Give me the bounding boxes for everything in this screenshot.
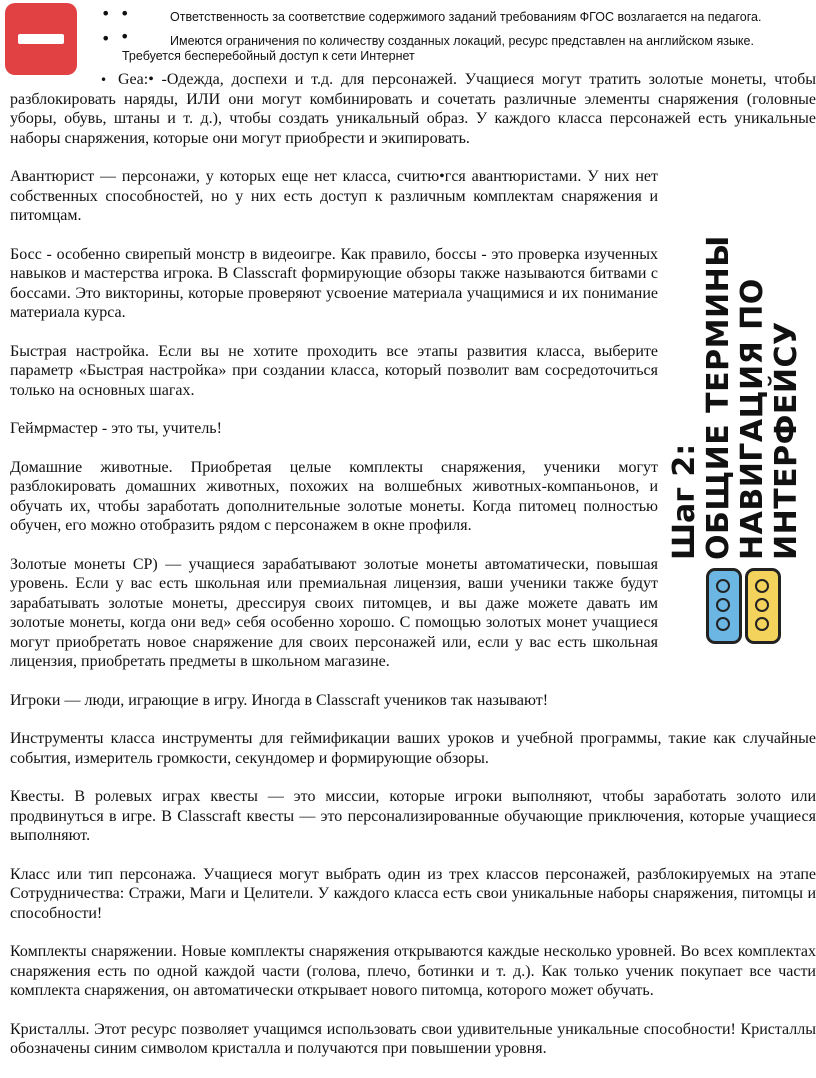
term-classes: Класс или тип персонажа. Учащиеся могут выбрать один из трех классов персонажей, разблокируемых на этапе Сотрудничества: Стражи, Маги и Целители. У каждого класса есть свои уникальные наборы снаряжения, питомцы и способности!	[10, 865, 816, 922]
term-adventurer: Авантюрист — персонажи, у которых еще нет класса, считю•гся авантюристами. У них нет собственных способностей, но у них есть доступ к различным комплектам снаряжения и питомцам.	[10, 168, 658, 224]
bullet-icon: •	[101, 29, 111, 48]
bullet-icon: •	[100, 73, 108, 87]
stop-minus-icon	[5, 3, 77, 75]
term-crystals: Кристаллы. Этот ресурс позволяет учащимся использовать свои удивительные уникальные способности! Кристаллы обозначены синим символом кристалла и получаются при повышении уровня.	[10, 1020, 816, 1057]
step-heading	[667, 120, 804, 560]
chat-bubble-blue-icon	[706, 568, 742, 644]
term-quick-setup: Быстрая настройка. Если вы не хотите проходить все этапы развития класса, выберите параметр «Быстрая настройка» при создании класса, который позволит вам сосредоточиться только на основных шагах.	[10, 342, 658, 399]
bullet-icon: •	[120, 4, 130, 23]
term-players: Игроки — люди, играющие в игру. Иногда в Classcraft учеников так называют!	[10, 691, 549, 709]
chat-bubble-yellow-icon	[745, 568, 781, 644]
bullet-icon: •	[101, 4, 111, 23]
term-pets: Домашние животные. Приобретая целые комплекты снаряжения, ученики могут разблокировать домашних животных, похожих на волшебных животных-компаньонов, и обучать их, чтобы заработать дополнительные золотые монеты. Когда питомец полностью обучен, его можно отобразить рядом с персонажем в окне профиля.	[10, 458, 658, 534]
notice-fgos: Ответственность за соответствие содержимого заданий требованиям ФГОС возлагается на педагога.	[170, 10, 762, 24]
step-title-line2: НАВИГАЦИЯ ПО ИНТЕРФЕЙСУ	[735, 278, 804, 560]
notice-limits: Имеются ограничения по количеству созданных локаций, ресурс представлен на английском языке.	[170, 34, 754, 48]
step-title-line1: ОБЩИЕ ТЕРМИНЫ	[701, 235, 736, 560]
notice-internet: Требуется бесперебойный доступ к сети Интернет	[122, 49, 415, 63]
term-boss: Босс - особенно свирепый монстр в видеоигре. Как правило, боссы - это проверка изученных навыков и мастерства игрока. В Classcraft формирующие обзоры также называются битвами с боссами. Это викторины, которые проверяют усвоение материала учащимися и их понимание материала курса.	[10, 245, 658, 321]
term-quests: Квесты. В ролевых играх квесты — это миссии, которые игроки выполняют, чтобы заработать золото или продвинуться в игре. В Classcraft квесты — это персонализированные обучающие приключения, которые учащиеся выполняют.	[10, 788, 816, 844]
term-gear-sets: Комплекты снаряжении. Новые комплекты снаряжения открываются каждые несколько уровней. Во всех комплектах снаряжения есть по одной каждой части (голова, плечо, ботинки и т. д.). Как только ученик покупает все части комплекта снаряжения, он автоматически открывает нового питомца, которого может обучать.	[10, 943, 816, 999]
step-label: Шаг 2:	[667, 443, 702, 560]
term-gold: Золотые монеты СР) — учащиеся зарабатывают золотые монеты автоматически, повышая уровень. Если у вас есть школьная или премиальная лицензия, ваши ученики также будут зарабатывать золотые монеты, дрессируя своих питомцев, и вы даже можете давать им золотые монеты, когда они вед» себя особенно хорошо. С помощью золотых монет учащиеся могут приобретать новое снаряжение для своих персонажей или, если у вас есть школьная лицензия, приобретать предметы в школьном магазине.	[10, 555, 658, 670]
term-gamemaster: Геймрмастер - это ты, учитель!	[10, 420, 222, 437]
term-gear: Gea:• -Одежда, доспехи и т.д. для персонажей. Учащиеся могут тратить золотые монеты, чтобы разблокировать наряды, ИЛИ они могут комбинировать и сочетать различные элементы снаряжения (головные уборы, обувь, штаны и т. д.), чтобы создать уникальный образ. У каждого класса персонажей есть уникальные наборы снаряжения, которые они могут приобрести и экипировать.	[10, 71, 816, 147]
term-class-tools: Инструменты класса инструменты для геймификации ваших уроков и учебной программы, такие как случайные события, измеритель громкости, секундомер и формирующие обзоры.	[10, 730, 816, 767]
bullet-icon: •	[120, 27, 130, 46]
